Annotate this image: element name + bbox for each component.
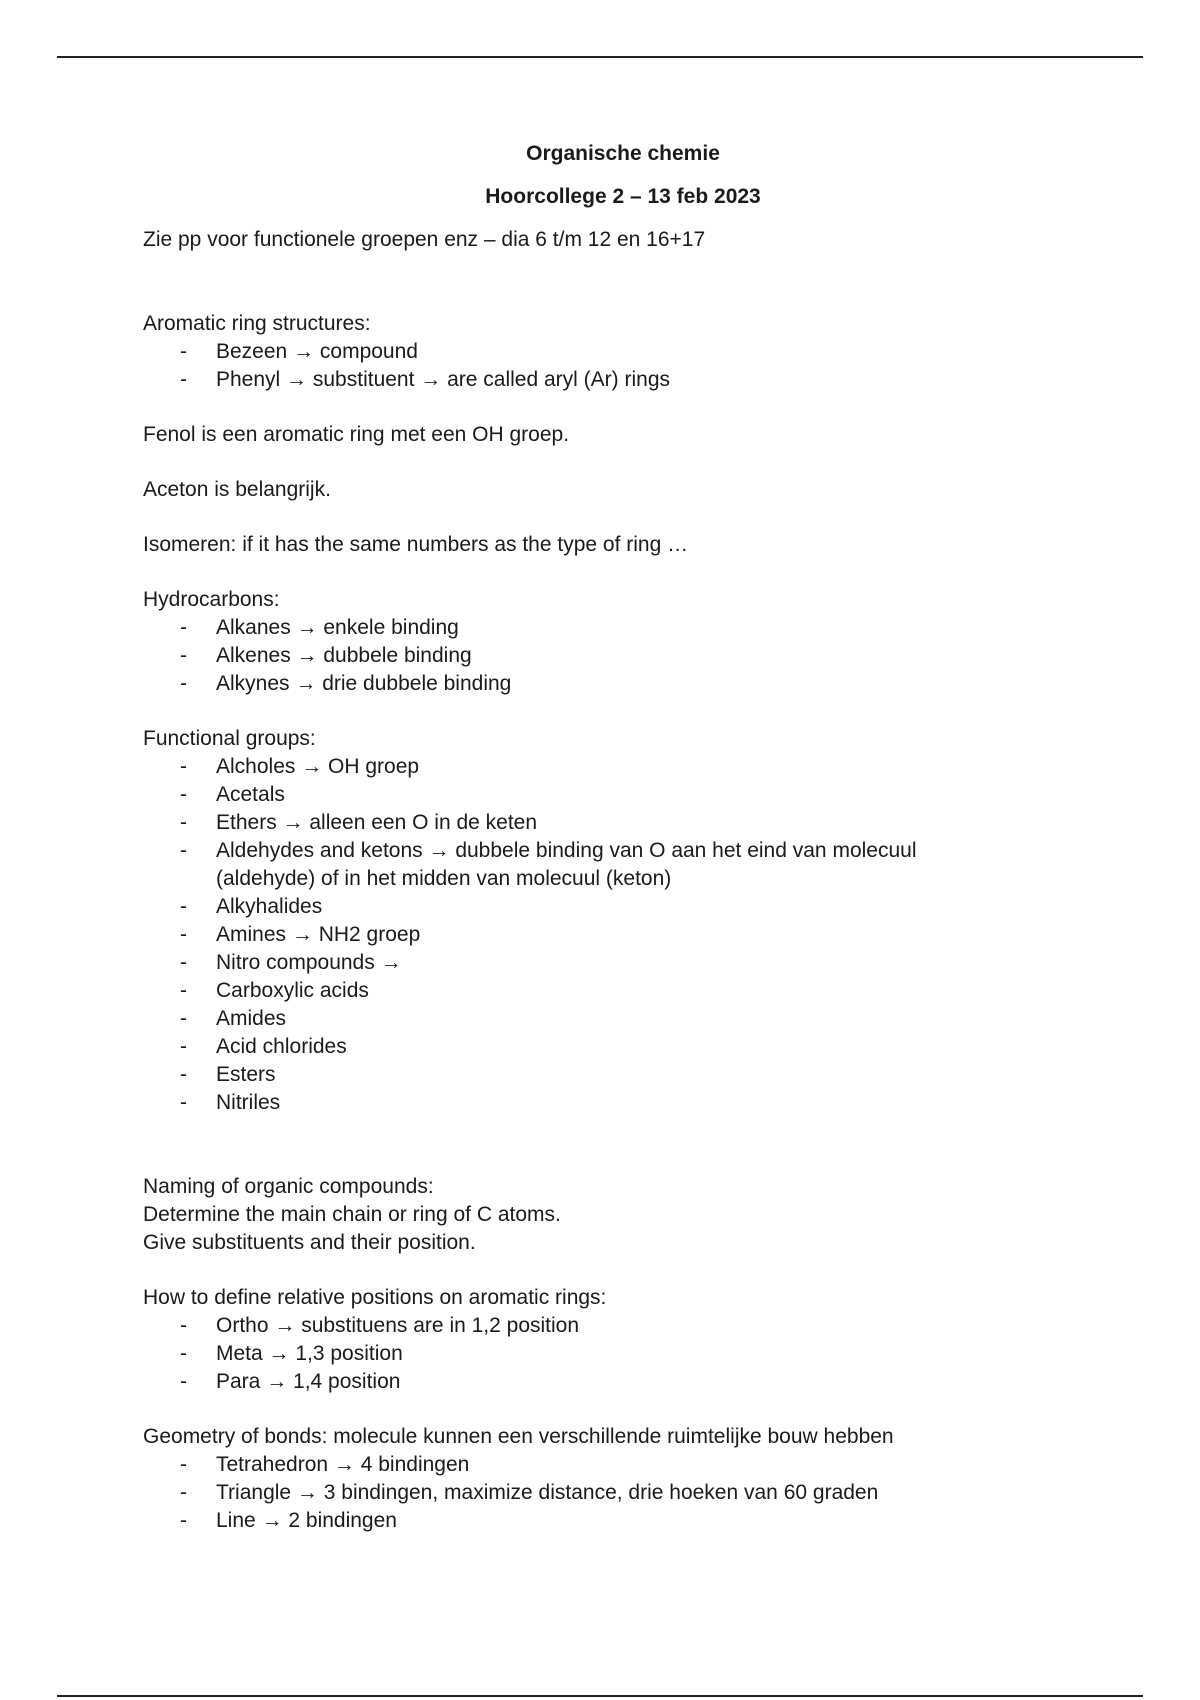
isomeren-line: Isomeren: if it has the same numbers as the type of ring … [143,533,689,556]
aromatic-heading: Aromatic ring structures: [143,312,371,335]
list-item: - Acid chlorides [143,1033,976,1061]
fenol-line: Fenol is een aromatic ring met een OH groep. [143,423,570,446]
list-item: - Line → 2 bindingen [143,1507,976,1535]
list-item: - Aldehydes and ketons → dubbele binding van O aan het eind van molecuul (aldehyde) of in het midden van molecuul (keton) [143,837,976,893]
functional-groups-heading: Functional groups: [143,727,316,750]
positions-list [143,1312,1103,1396]
list-item: - Alkynes → drie dubbele binding [143,670,976,698]
list-item: - Para → 1,4 position [143,1368,976,1396]
list-item: - Alcholes → OH groep [143,753,976,781]
positions-heading: How to define relative positions on aromatic rings: [143,1286,607,1309]
document-body [143,140,1103,1535]
list-item: - Nitro compounds → [143,949,976,977]
functional-groups-list [143,753,1103,1117]
page-bottom-rule [57,1695,1143,1697]
list-item: - Acetals [143,781,976,809]
list-item: - Bezeen → compound [143,338,976,366]
aromatic-list [143,338,1103,394]
list-item: - Phenyl → substituent → are called aryl (Ar) rings [143,366,976,394]
naming-line: Determine the main chain or ring of C atoms. [143,1203,561,1226]
list-item: - Esters [143,1061,976,1089]
hydrocarbons-list [143,614,1103,698]
naming-line: Give substituents and their position. [143,1231,476,1254]
intro-line: Zie pp voor functionele groepen enz – dia 6 t/m 12 en 16+17 [143,228,706,251]
geometry-list [143,1451,1103,1535]
document-subtitle: Hoorcollege 2 – 13 feb 2023 [485,185,761,208]
geometry-heading: Geometry of bonds: molecule kunnen een verschillende ruimtelijke bouw hebben [143,1425,894,1448]
list-item: - Carboxylic acids [143,977,976,1005]
list-item: - Amides [143,1005,976,1033]
document-title: Organische chemie [526,142,720,165]
list-item: - Triangle → 3 bindingen, maximize distance, drie hoeken van 60 graden [143,1479,976,1507]
hydrocarbons-heading: Hydrocarbons: [143,588,280,611]
list-item: - Nitriles [143,1089,976,1117]
list-item: - Ethers → alleen een O in de keten [143,809,976,837]
list-item: - Alkenes → dubbele binding [143,642,976,670]
list-item: - Alkanes → enkele binding [143,614,976,642]
list-item: - Tetrahedron → 4 bindingen [143,1451,976,1479]
list-item: - Ortho → substituens are in 1,2 position [143,1312,976,1340]
aceton-line: Aceton is belangrijk. [143,478,331,501]
page-top-rule [57,56,1143,58]
list-item: - Amines → NH2 groep [143,921,976,949]
naming-heading: Naming of organic compounds: [143,1175,434,1198]
list-item: - Meta → 1,3 position [143,1340,976,1368]
list-item: - Alkyhalides [143,893,976,921]
